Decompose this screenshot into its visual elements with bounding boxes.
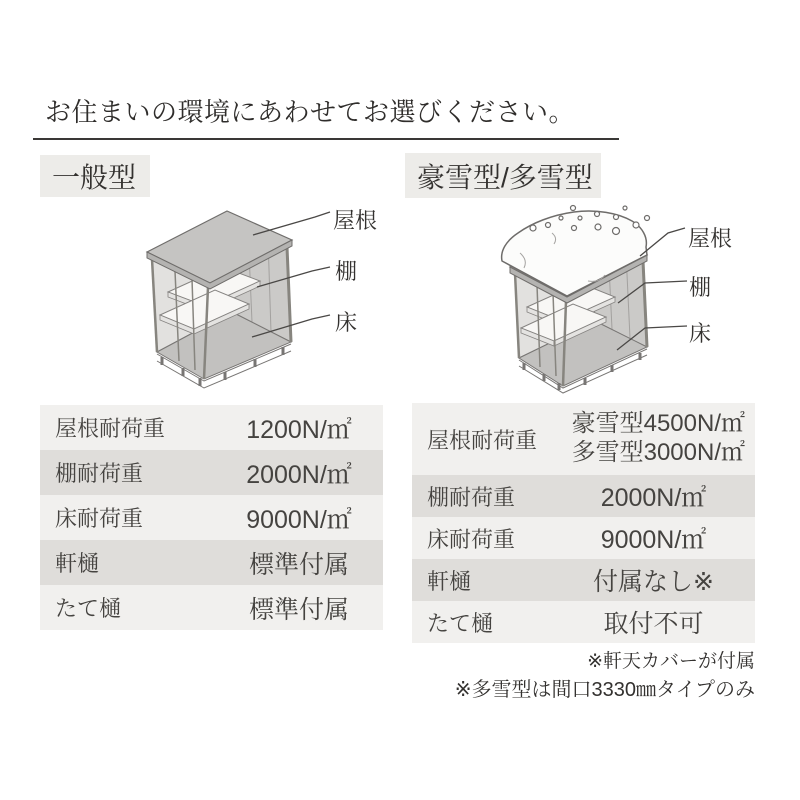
floor-label-general: 床: [335, 310, 358, 335]
spec-value: 2000N/㎡: [246, 460, 352, 489]
spec-value: 2000N/㎡: [600, 484, 707, 512]
spec-value: 付属なし※: [593, 568, 714, 596]
table-row: [40, 540, 383, 585]
section-header-general-label: 一般型: [52, 162, 137, 193]
table-row: [412, 517, 755, 559]
footnote: ※軒天カバーが付属: [587, 651, 755, 672]
spec-label: 床耐荷重: [427, 526, 516, 552]
spec-label: 軒樋: [427, 568, 472, 594]
spec-label: 棚耐荷重: [55, 461, 144, 486]
spec-label: 屋根耐荷重: [55, 416, 166, 441]
footnote: ※多雪型は間口3330㎜タイプのみ: [454, 678, 755, 701]
table-row: [40, 450, 383, 495]
spec-value-line: 多雪型3000N/㎡: [571, 439, 745, 466]
spec-value: 標準付属: [248, 595, 349, 624]
table-row: [40, 495, 383, 540]
section-header-general: [40, 155, 150, 197]
table-row: [412, 475, 755, 517]
section-header-heavy-snow: [405, 153, 601, 198]
page-title: お住まいの環境にあわせてお選びください。: [33, 92, 619, 140]
spec-label: 床耐荷重: [55, 506, 144, 531]
spec-value-line: 豪雪型4500N/㎡: [571, 410, 745, 438]
shelf-label-heavy-snow: 棚: [689, 275, 712, 300]
table-row: [40, 585, 383, 630]
spec-label: 棚耐荷重: [427, 484, 516, 510]
table-row: [40, 405, 383, 450]
spec-value: 9000N/㎡: [600, 526, 707, 554]
shelf-label-general: 棚: [335, 259, 358, 284]
spec-value: [552, 410, 755, 468]
spec-label: 軒樋: [55, 551, 100, 576]
spec-value: 1200N/㎡: [246, 415, 352, 444]
spec-value: 標準付属: [248, 550, 349, 579]
roof-label-heavy-snow: 屋根: [688, 226, 733, 251]
roof-label-general: 屋根: [333, 208, 378, 233]
footnotes: [412, 650, 755, 703]
spec-value: 取付不可: [603, 610, 704, 638]
table-row: [412, 559, 755, 601]
spec-label: 屋根耐荷重: [427, 427, 538, 453]
floor-label-heavy-snow: 床: [689, 321, 712, 346]
shed-illustration-general: [80, 195, 340, 395]
section-header-heavy-snow-label: 豪雪型/多雪型: [417, 161, 593, 193]
spec-label: たて樋: [55, 596, 122, 621]
table-row: [412, 601, 755, 643]
shed-illustration-heavy-snow: [440, 195, 700, 395]
spec-label: たて樋: [427, 610, 494, 636]
spec-table-heavy-snow: [412, 403, 755, 643]
spec-value: 9000N/㎡: [246, 505, 352, 534]
spec-table-general: [40, 405, 383, 630]
table-row: [412, 403, 755, 475]
